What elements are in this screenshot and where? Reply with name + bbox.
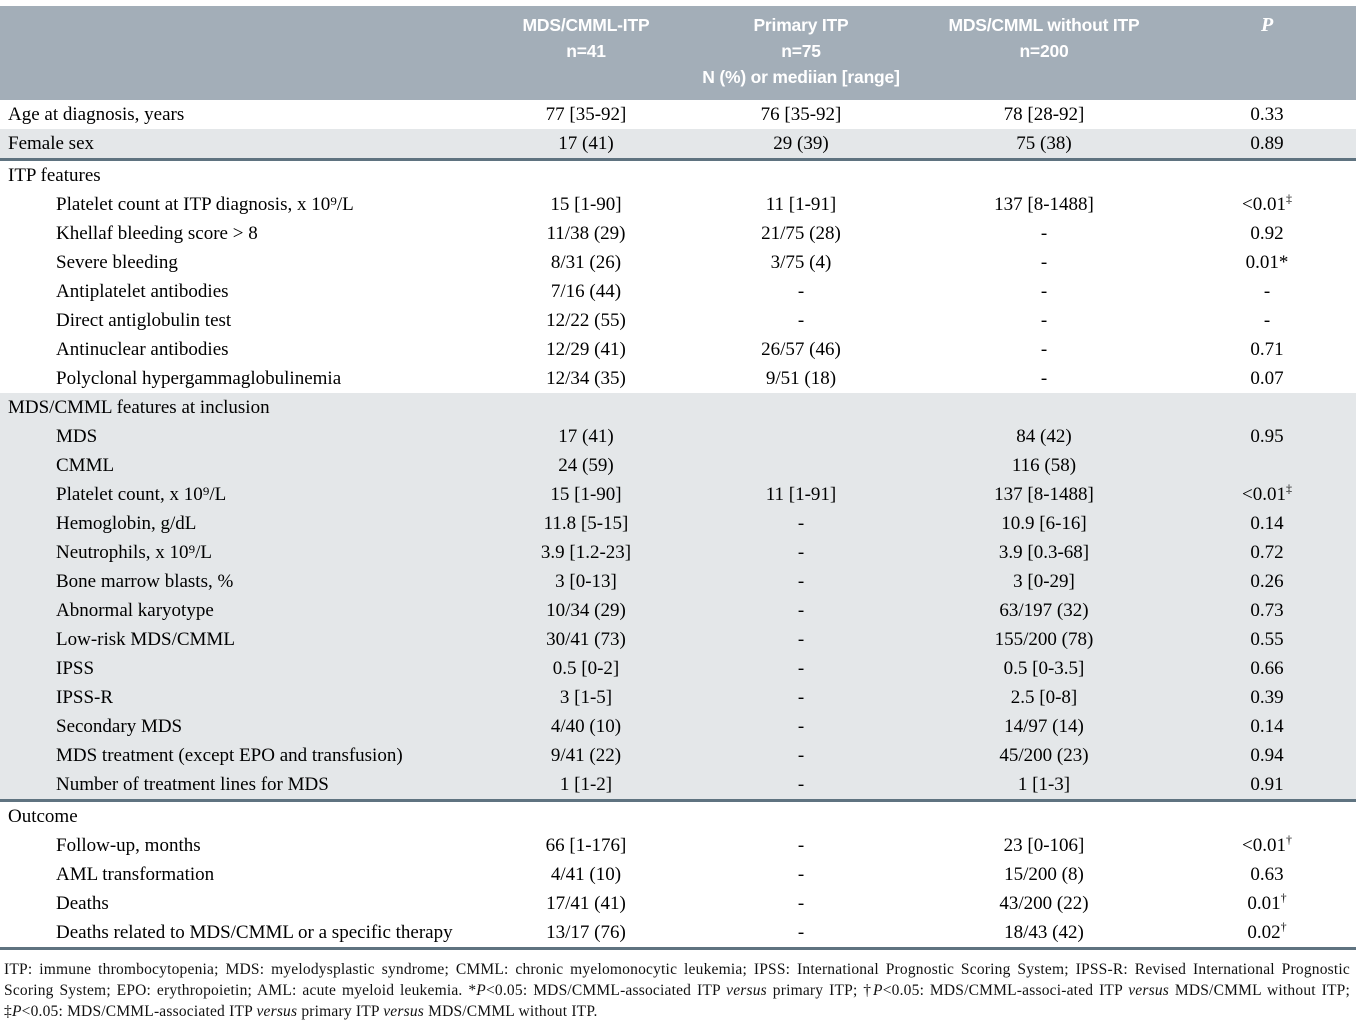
table-row [0, 277, 1356, 306]
row-label: Hemoglobin, g/dL [56, 513, 197, 534]
footnote-text: primary ITP; † [766, 982, 874, 999]
cell-primary-itp [692, 393, 910, 422]
cell-mds-cmml-itp: 11/38 (29) [546, 223, 626, 244]
row-label: Age at diagnosis, years [8, 104, 185, 125]
table-row [0, 335, 1356, 364]
cell-p-value: 0.72 [1250, 542, 1284, 563]
row-label: Direct antiglobulin test [56, 310, 232, 331]
p-value-footnote-marker: ‡ [1285, 191, 1292, 206]
p-value-label: P [1260, 14, 1274, 36]
table-row [0, 596, 1356, 625]
cell-mds-cmml-without-itp: 137 [8-1488] [994, 484, 1094, 505]
cell-p-value: 0.89 [1250, 133, 1284, 154]
row-label: Follow-up, months [56, 835, 201, 856]
cell-mds-cmml-without-itp: - [1040, 252, 1048, 273]
footnote-text: MDS/CMML without ITP. [424, 1003, 598, 1020]
p-value-footnote-marker: † [1285, 832, 1292, 847]
cell-p-value: 0.01† [1247, 890, 1287, 914]
footnote-text: ITP: immune thrombocytopenia; MDS: myelodysplastic syndrome; CMML: chronic myelomonocytic leukemia; IPSS: International Prognostic Scoring System; IPSS-R: Revised International Prognostic Scoring System; EPO: erythropoietin; AML: acute myeloid leukemia. * [4, 961, 1350, 999]
cell-mds-cmml-without-itp: 116 (58) [1011, 455, 1077, 476]
cell-mds-cmml-without-itp: 18/43 (42) [1004, 922, 1084, 943]
cell-mds-cmml-itp: 12/34 (35) [546, 368, 626, 389]
cell-mds-cmml-itp: 66 [1-176] [545, 835, 627, 856]
cell-p-value [1178, 451, 1356, 480]
table-row [0, 538, 1356, 567]
table-row [0, 248, 1356, 277]
header-primary-itp [692, 12, 910, 90]
row-label: Female sex [8, 133, 95, 154]
cell-p-value: 0.91 [1250, 774, 1284, 795]
table-header [0, 6, 1356, 100]
cell-primary-itp: - [797, 281, 805, 302]
cell-mds-cmml-without-itp: 43/200 (22) [999, 893, 1089, 914]
cell-mds-cmml-itp: 15 [1-90] [550, 484, 622, 505]
table-row [0, 918, 1356, 950]
row-label: Platelet count at ITP diagnosis, x 10⁹/L [56, 194, 354, 215]
cell-mds-cmml-without-itp: 2.5 [0-8] [1010, 687, 1078, 708]
table-row [0, 741, 1356, 770]
cell-mds-cmml-itp: 3.9 [1.2-23] [540, 542, 632, 563]
section-header-row [0, 802, 1356, 831]
cell-p-value: - [1263, 281, 1271, 302]
cell-mds-cmml-itp: 12/29 (41) [546, 339, 626, 360]
header-p-value [1178, 12, 1356, 38]
cell-mds-cmml-itp: 3 [0-13] [555, 571, 617, 592]
cell-mds-cmml-without-itp: 23 [0-106] [1003, 835, 1085, 856]
table-row [0, 364, 1356, 393]
cell-p-value: 0.92 [1250, 223, 1284, 244]
header-group-n: n=41 [566, 41, 606, 61]
cell-p-value: 0.73 [1250, 600, 1284, 621]
cell-mds-cmml-itp: 9/41 (22) [550, 745, 622, 766]
table-row [0, 509, 1356, 538]
cell-mds-cmml-without-itp: 3.9 [0.3-68] [998, 542, 1090, 563]
header-group-n: n=200 [1019, 41, 1069, 61]
cell-primary-itp: 76 [35-92] [760, 104, 842, 125]
footnote-text: <0.05: MDS/CMML-associ-ated ITP [882, 982, 1129, 999]
cell-mds-cmml-without-itp: 84 (42) [1016, 426, 1072, 447]
header-group-name: MDS/CMML-ITP [522, 15, 650, 35]
cell-mds-cmml-itp: 24 (59) [558, 455, 614, 476]
cell-p-value: 0.94 [1250, 745, 1284, 766]
cell-mds-cmml-itp: 13/17 (76) [546, 922, 626, 943]
cell-mds-cmml-itp: 17/41 (41) [546, 893, 626, 914]
cell-mds-cmml-itp: 17 (41) [558, 426, 614, 447]
row-label: MDS/CMML features at inclusion [8, 397, 270, 418]
footnote-italic-text: versus [726, 982, 767, 999]
cell-p-value: <0.01‡ [1242, 191, 1292, 215]
cell-mds-cmml-without-itp: 0.5 [0-3.5] [1003, 658, 1085, 679]
row-label: Polyclonal hypergammaglobulinemia [56, 368, 342, 389]
footnote-text: MDS/CMML without ITP; ‡ [4, 982, 1350, 1020]
cell-primary-itp: - [797, 658, 805, 679]
cell-p-value: 0.01* [1245, 252, 1289, 273]
cell-primary-itp: 29 (39) [773, 133, 829, 154]
cell-mds-cmml-without-itp: 78 [28-92] [1003, 104, 1085, 125]
cell-mds-cmml-itp: 4/41 (10) [550, 864, 622, 885]
cell-mds-cmml-without-itp [910, 393, 1178, 422]
cell-mds-cmml-itp: 3 [1-5] [559, 687, 613, 708]
footnote-italic-text: versus [256, 1003, 298, 1020]
cell-mds-cmml-itp: 11.8 [5-15] [543, 513, 629, 534]
cell-p-value [1178, 802, 1356, 831]
cell-mds-cmml-itp [480, 161, 692, 190]
cell-p-value: 0.55 [1250, 629, 1284, 650]
row-label: CMML [56, 455, 115, 476]
cell-primary-itp: - [797, 893, 805, 914]
footnote-italic-text: P [476, 982, 486, 999]
cell-mds-cmml-without-itp: 14/97 (14) [1004, 716, 1084, 737]
table-row [0, 567, 1356, 596]
cell-mds-cmml-without-itp [910, 161, 1178, 190]
cell-mds-cmml-itp: 15 [1-90] [550, 194, 622, 215]
cell-primary-itp: - [797, 774, 805, 795]
footnote-italic-text: versus [383, 1003, 425, 1020]
cell-primary-itp: - [797, 571, 805, 592]
row-label: Deaths [56, 893, 109, 914]
cell-mds-cmml-without-itp: - [1040, 223, 1048, 244]
table-row [0, 451, 1356, 480]
cell-p-value: - [1263, 310, 1271, 331]
cell-primary-itp: - [797, 310, 805, 331]
table-row [0, 831, 1356, 860]
section-header-row [0, 161, 1356, 190]
cell-primary-itp: 21/75 (28) [761, 223, 841, 244]
cell-p-value: 0.63 [1250, 864, 1284, 885]
row-label: Antinuclear antibodies [56, 339, 229, 360]
table-row [0, 100, 1356, 129]
cell-mds-cmml-without-itp: 10.9 [6-16] [1001, 513, 1087, 534]
cell-mds-cmml-itp: 0.5 [0-2] [552, 658, 620, 679]
row-label: Neutrophils, x 10⁹/L [56, 542, 212, 563]
table-row [0, 480, 1356, 509]
footnote-text: primary ITP [297, 1003, 384, 1020]
cell-mds-cmml-itp: 77 [35-92] [545, 104, 627, 125]
cell-mds-cmml-itp: 8/31 (26) [550, 252, 622, 273]
footnote-italic-text: P [11, 1003, 22, 1020]
cell-p-value: 0.66 [1250, 658, 1284, 679]
cell-primary-itp: - [797, 745, 805, 766]
cell-primary-itp: - [797, 835, 805, 856]
cell-primary-itp: 11 [1-91] [765, 194, 837, 215]
study-comparison-table [0, 6, 1356, 1026]
cell-p-value: <0.01‡ [1242, 481, 1292, 505]
row-label: Outcome [8, 806, 78, 827]
p-value-footnote-marker: † [1280, 919, 1287, 934]
header-mds-cmml-without-itp [910, 12, 1178, 64]
footnote-italic-text: versus [1128, 982, 1170, 999]
cell-mds-cmml-without-itp: - [1040, 281, 1048, 302]
cell-primary-itp: - [797, 600, 805, 621]
cell-mds-cmml-without-itp [910, 802, 1178, 831]
table-footnote [0, 950, 1356, 1026]
cell-mds-cmml-without-itp: 75 (38) [1016, 133, 1072, 154]
cell-primary-itp: - [797, 629, 805, 650]
header-group-name: Primary ITP [753, 15, 849, 35]
row-label: Number of treatment lines for MDS [56, 774, 329, 795]
row-label: Khellaf bleeding score > 8 [56, 223, 258, 244]
table-row [0, 770, 1356, 802]
cell-mds-cmml-itp: 12/22 (55) [546, 310, 626, 331]
cell-mds-cmml-without-itp: 1 [1-3] [1017, 774, 1071, 795]
cell-primary-itp: 3/75 (4) [770, 252, 832, 273]
table-row [0, 889, 1356, 918]
table-row [0, 625, 1356, 654]
header-units-note: N (%) or mediian [range] [702, 67, 900, 87]
header-group-n: n=75 [781, 41, 821, 61]
cell-primary-itp: 26/57 (46) [761, 339, 841, 360]
cell-mds-cmml-without-itp: 3 [0-29] [1013, 571, 1075, 592]
cell-mds-cmml-without-itp: 137 [8-1488] [994, 194, 1094, 215]
cell-p-value: 0.14 [1250, 716, 1284, 737]
table-row [0, 190, 1356, 219]
cell-primary-itp [692, 422, 910, 451]
cell-mds-cmml-without-itp: 45/200 (23) [999, 745, 1089, 766]
cell-mds-cmml-itp: 30/41 (73) [546, 629, 626, 650]
table-row [0, 654, 1356, 683]
cell-mds-cmml-without-itp: - [1040, 368, 1048, 389]
header-group-name: MDS/CMML without ITP [948, 15, 1140, 35]
cell-p-value: 0.26 [1250, 571, 1284, 592]
cell-mds-cmml-without-itp: 15/200 (8) [1004, 864, 1084, 885]
row-label: IPSS-R [56, 687, 114, 708]
row-label: Severe bleeding [56, 252, 178, 273]
cell-p-value: 0.02† [1247, 919, 1287, 943]
cell-mds-cmml-itp: 4/40 (10) [550, 716, 622, 737]
cell-primary-itp [692, 802, 910, 831]
table-row [0, 422, 1356, 451]
cell-primary-itp [692, 161, 910, 190]
cell-mds-cmml-itp: 10/34 (29) [546, 600, 626, 621]
cell-p-value [1178, 393, 1356, 422]
cell-primary-itp: 9/51 (18) [765, 368, 837, 389]
row-label: AML transformation [56, 864, 215, 885]
row-label: MDS treatment (except EPO and transfusion) [56, 745, 403, 766]
row-label: Platelet count, x 10⁹/L [56, 484, 227, 505]
table-body [0, 100, 1356, 950]
footnote-italic-text: P [873, 982, 883, 999]
row-label: Antiplatelet antibodies [56, 281, 229, 302]
cell-p-value [1178, 161, 1356, 190]
cell-primary-itp: - [797, 922, 805, 943]
cell-mds-cmml-without-itp: 63/197 (32) [999, 600, 1089, 621]
cell-mds-cmml-itp: 1 [1-2] [559, 774, 613, 795]
cell-mds-cmml-itp [480, 802, 692, 831]
cell-primary-itp [692, 451, 910, 480]
cell-primary-itp: - [797, 716, 805, 737]
table-row [0, 129, 1356, 161]
cell-p-value: 0.33 [1250, 104, 1284, 125]
table-row [0, 219, 1356, 248]
cell-p-value: 0.39 [1250, 687, 1284, 708]
cell-primary-itp: - [797, 687, 805, 708]
cell-p-value: <0.01† [1242, 832, 1292, 856]
row-label: Bone marrow blasts, % [56, 571, 234, 592]
row-label: Deaths related to MDS/CMML or a specific therapy [56, 922, 453, 943]
table-row [0, 683, 1356, 712]
cell-p-value: 0.95 [1250, 426, 1284, 447]
p-value-footnote-marker: † [1280, 890, 1287, 905]
p-value-footnote-marker: ‡ [1285, 481, 1292, 496]
row-label: MDS [56, 426, 98, 447]
row-label: ITP features [8, 165, 101, 186]
cell-mds-cmml-without-itp: 155/200 (78) [994, 629, 1094, 650]
cell-primary-itp: 11 [1-91] [765, 484, 837, 505]
cell-primary-itp: - [797, 864, 805, 885]
cell-primary-itp: - [797, 513, 805, 534]
cell-mds-cmml-without-itp: - [1040, 339, 1048, 360]
cell-p-value: 0.71 [1250, 339, 1284, 360]
header-mds-cmml-itp [480, 12, 692, 64]
row-label: Abnormal karyotype [56, 600, 214, 621]
cell-p-value: 0.07 [1250, 368, 1284, 389]
cell-p-value: 0.14 [1250, 513, 1284, 534]
section-header-row [0, 393, 1356, 422]
cell-mds-cmml-itp: 17 (41) [558, 133, 614, 154]
row-label: Low-risk MDS/CMML [56, 629, 235, 650]
table-row [0, 712, 1356, 741]
row-label: Secondary MDS [56, 716, 183, 737]
cell-primary-itp: - [797, 542, 805, 563]
table-row [0, 306, 1356, 335]
table-row [0, 860, 1356, 889]
cell-mds-cmml-without-itp: - [1040, 310, 1048, 331]
cell-mds-cmml-itp [480, 393, 692, 422]
footnote-text: <0.05: MDS/CMML-associated ITP [21, 1003, 257, 1020]
footnote-text: <0.05: MDS/CMML-associated ITP [485, 982, 727, 999]
cell-mds-cmml-itp: 7/16 (44) [550, 281, 622, 302]
row-label: IPSS [56, 658, 95, 679]
